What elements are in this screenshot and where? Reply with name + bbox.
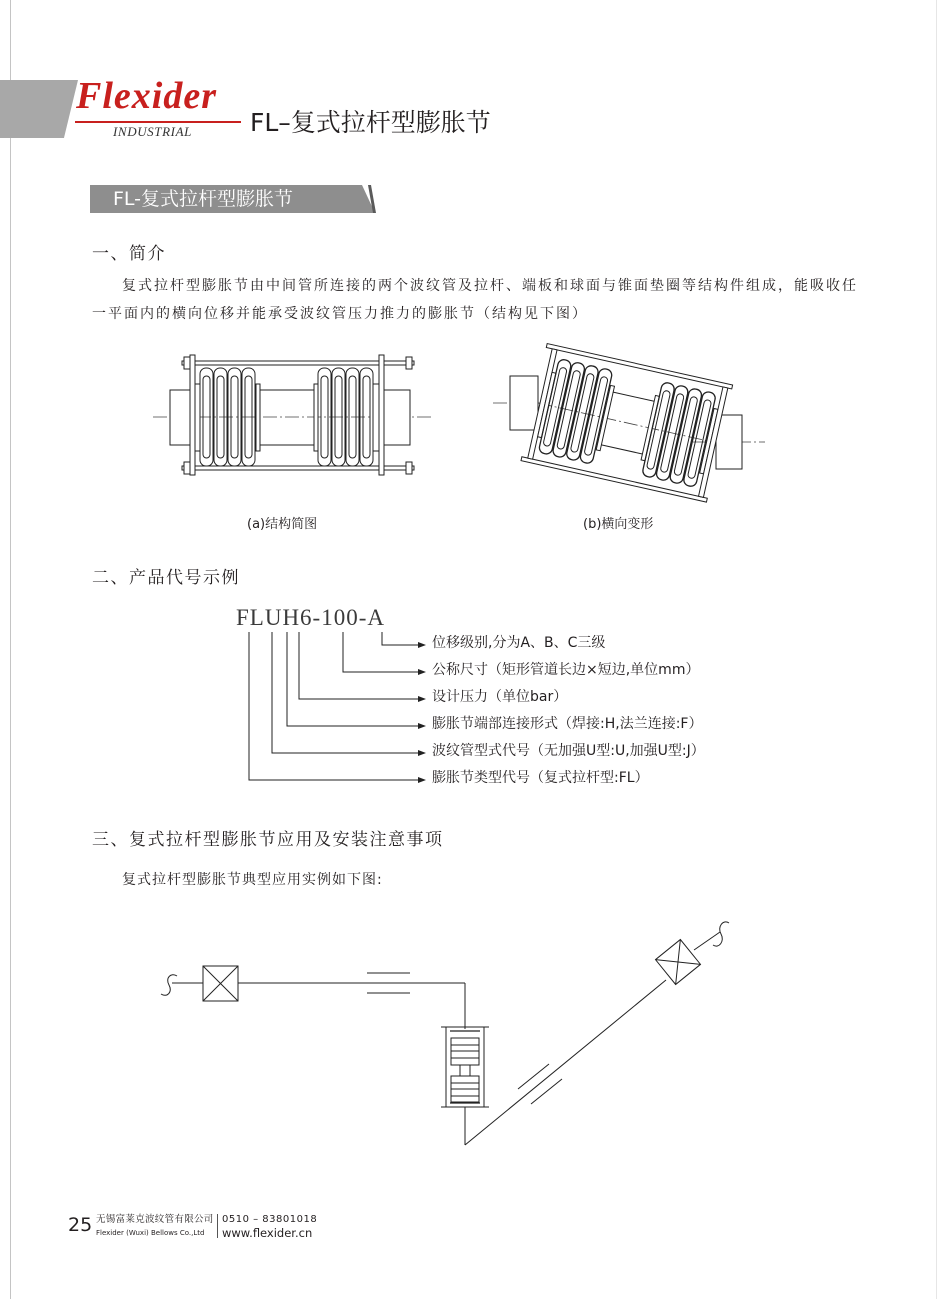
connector-displacement bbox=[382, 632, 423, 645]
end-pipe-left bbox=[170, 390, 190, 445]
header-gray-tab bbox=[0, 80, 78, 138]
structure-diagram bbox=[150, 350, 435, 480]
code-heading: 二、产品代号示例 bbox=[92, 568, 240, 588]
rod-nut bbox=[406, 357, 412, 369]
figure-b-caption: (b)横向变形 bbox=[583, 517, 654, 532]
legend-joint-type: 膨胀节类型代号（复式拉杆型:FL） bbox=[432, 770, 649, 786]
pipe-segment-diagonal bbox=[465, 980, 666, 1145]
collar bbox=[195, 384, 200, 451]
arrow-icon bbox=[418, 750, 426, 756]
footer-website: www.flexider.cn bbox=[222, 1226, 313, 1240]
main-anchor-right bbox=[655, 939, 700, 984]
application-intro: 复式拉杆型膨胀节典型应用实例如下图: bbox=[122, 872, 383, 888]
connector-joint-type bbox=[249, 632, 423, 780]
page-edge-left bbox=[10, 0, 11, 1299]
connector-design-pressure bbox=[299, 632, 423, 699]
legend-bellows-type: 波纹管型式代号（无加强U型:U,加强U型:J） bbox=[432, 743, 705, 759]
pipe-break-icon bbox=[713, 922, 729, 946]
end-plate-right bbox=[379, 355, 384, 475]
collar bbox=[373, 384, 379, 451]
arrow-icon bbox=[418, 723, 426, 729]
logo-underline bbox=[75, 121, 241, 123]
page-title: FL–复式拉杆型膨胀节 bbox=[250, 108, 491, 137]
intro-paragraph-line-1: 复式拉杆型膨胀节由中间管所连接的两个波纹管及拉杆、端板和球面与锥面垫圈等结构件组成，能吸收任 bbox=[122, 278, 858, 294]
page-number: 25 bbox=[68, 1214, 93, 1236]
application-heading: 三、复式拉杆型膨胀节应用及安装注意事项 bbox=[92, 830, 444, 850]
collar bbox=[314, 384, 318, 451]
end-pipe-left bbox=[510, 376, 538, 430]
company-name-en: Flexider (Wuxi) Bellows Co.,Ltd bbox=[96, 1229, 205, 1237]
legend-design-pressure: 设计压力（单位bar） bbox=[432, 689, 568, 705]
legend-displacement-class: 位移级别,分为A、B、C三级 bbox=[432, 635, 606, 651]
rod-nut bbox=[184, 462, 190, 474]
section-banner-title: FL-复式拉杆型膨胀节 bbox=[113, 188, 294, 210]
expansion-joint-symbol bbox=[441, 1027, 489, 1107]
pipe-break-icon bbox=[161, 975, 177, 996]
middle-pipe-bottom bbox=[601, 445, 642, 454]
arrow-icon bbox=[418, 669, 426, 675]
legend-nominal-size: 公称尺寸（矩形管道长边×短边,单位mm） bbox=[432, 662, 700, 678]
arrow-icon bbox=[418, 642, 426, 648]
brand-logo: Flexider bbox=[76, 75, 217, 117]
intro-paragraph-line-2: 一平面内的横向位移并能承受波纹管压力推力的膨胀节（结构见下图） bbox=[92, 306, 588, 322]
tie-rod-bottom bbox=[521, 457, 707, 502]
end-plate-left bbox=[190, 355, 195, 475]
application-piping-diagram bbox=[150, 910, 740, 1155]
pipe-guide-mark bbox=[531, 1079, 562, 1104]
main-anchor-left bbox=[203, 966, 238, 1001]
lateral-deformation-diagram bbox=[488, 335, 768, 505]
pipe-guide-mark bbox=[518, 1064, 549, 1089]
tie-rod-top bbox=[546, 344, 732, 389]
arrow-icon bbox=[418, 777, 426, 783]
product-code: FLUH6-100-A bbox=[236, 605, 385, 630]
legend-end-connection: 膨胀节端部连接形式（焊接:H,法兰连接:F） bbox=[432, 716, 703, 732]
rod-nut bbox=[184, 357, 190, 369]
middle-pipe-top bbox=[613, 392, 654, 401]
company-name-cn: 无锡富莱克波纹管有限公司 bbox=[96, 1214, 214, 1225]
figure-a-caption: (a)结构简图 bbox=[247, 517, 318, 532]
intro-heading: 一、简介 bbox=[92, 244, 166, 264]
connector-bellows-type bbox=[272, 632, 423, 753]
rod-nut bbox=[406, 462, 412, 474]
arrow-icon bbox=[418, 696, 426, 702]
code-connector-lines bbox=[240, 628, 435, 788]
brand-tagline: INDUSTRIAL bbox=[113, 124, 192, 139]
end-pipe-right bbox=[384, 390, 410, 445]
deflected-assembly bbox=[521, 344, 733, 503]
connector-end-connection bbox=[287, 632, 423, 726]
collar bbox=[256, 384, 260, 451]
footer-divider bbox=[217, 1214, 218, 1238]
connector-nominal-size bbox=[343, 632, 423, 672]
page-edge-right bbox=[936, 0, 937, 1299]
footer-phone: 0510 – 83801018 bbox=[222, 1214, 318, 1225]
pipe-segment bbox=[694, 932, 720, 950]
